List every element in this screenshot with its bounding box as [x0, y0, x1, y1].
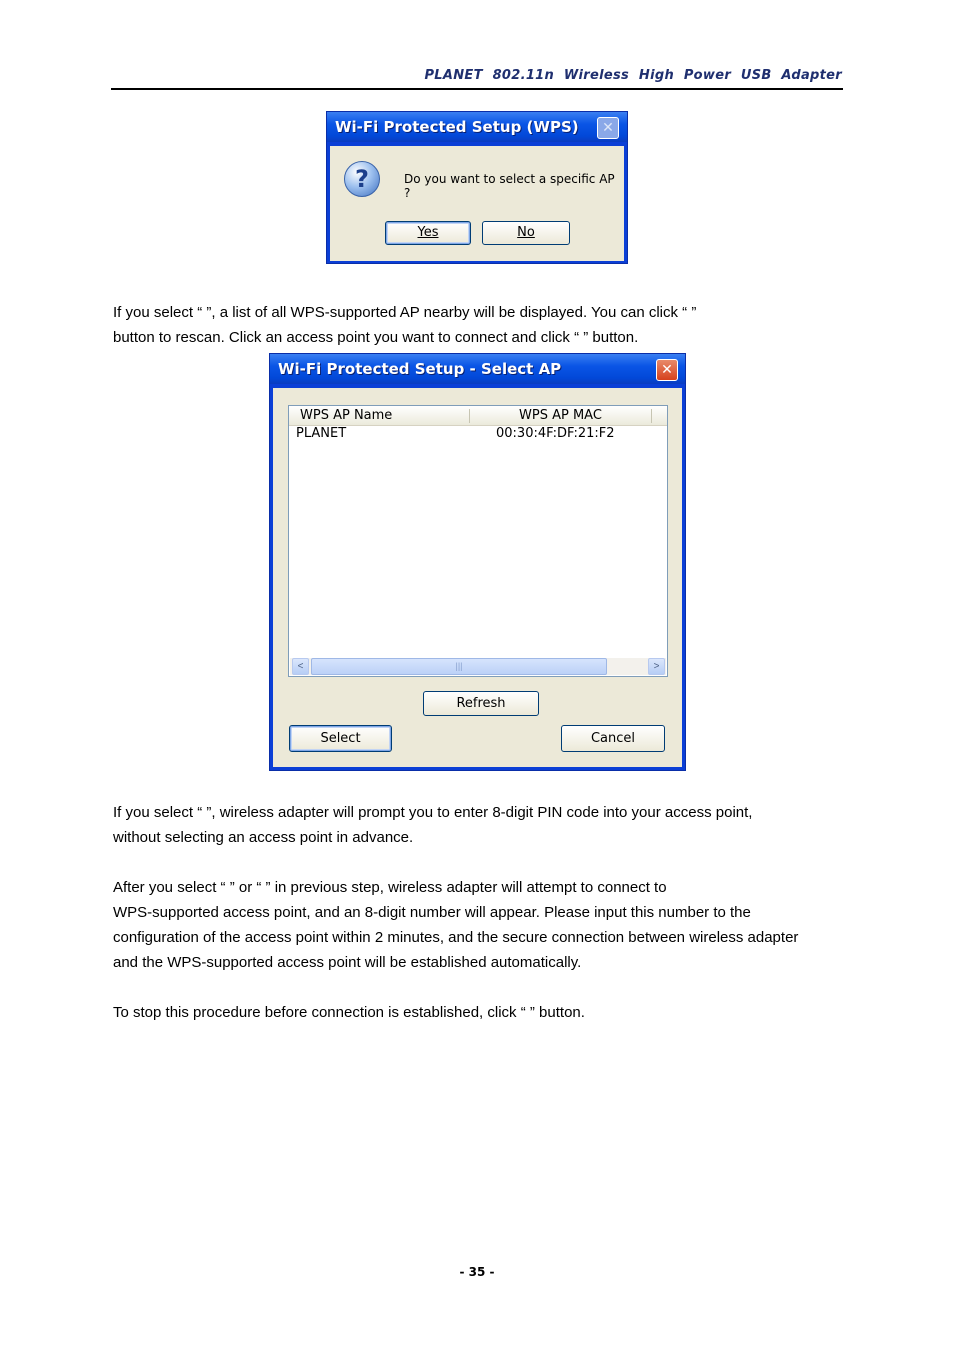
ap-name-cell: PLANET: [296, 426, 347, 441]
paragraph-4-line-1: To stop this procedure before connection is established, click “ ” button.: [113, 1004, 585, 1021]
scroll-right-icon[interactable]: >: [648, 658, 665, 675]
paragraph-3-line-1: After you select “ ” or “ ” in previous step, wireless adapter will attempt to connect to: [113, 879, 667, 896]
cancel-button[interactable]: [561, 725, 665, 752]
paragraph-1-line-1: If you select “ ”, a list of all WPS-supported AP nearby will be displayed. You can click “ ”: [113, 304, 697, 321]
column-header-name[interactable]: WPS AP Name: [300, 408, 393, 423]
close-icon[interactable]: ✕: [656, 359, 678, 381]
dialog-title: Wi-Fi Protected Setup - Select AP: [278, 360, 562, 378]
scroll-thumb[interactable]: |||: [311, 658, 607, 675]
refresh-button-label: Refresh: [456, 696, 506, 711]
paragraph-3-line-4: and the WPS-supported access point will be established automatically.: [113, 954, 582, 971]
paragraph-3-line-3: configuration of the access point within 2 minutes, and the secure connection between wireless adapter: [113, 929, 799, 946]
wps-question-dialog: [326, 111, 628, 264]
select-button-label: Select: [320, 731, 361, 746]
column-divider[interactable]: [469, 409, 470, 423]
header-rule: [111, 88, 843, 90]
select-button[interactable]: [289, 725, 392, 752]
list-header: [289, 406, 667, 426]
horizontal-scrollbar[interactable]: [290, 658, 666, 675]
page-number: - 35 -: [459, 1265, 495, 1279]
dialog-title: Wi-Fi Protected Setup (WPS): [335, 118, 579, 136]
yes-button-label: Yes: [417, 225, 439, 240]
ap-list[interactable]: [288, 405, 668, 677]
dialog-message: Do you want to select a specific AP ?: [404, 172, 615, 200]
paragraph-2-line-2: without selecting an access point in advance.: [113, 829, 414, 846]
scroll-left-icon[interactable]: <: [292, 658, 309, 675]
paragraph-1-line-2: button to rescan. Click an access point you want to connect and click “ ” button.: [113, 329, 639, 346]
paragraph-3-line-2: WPS-supported access point, and an 8-digit number will appear. Please input this number to the: [113, 904, 751, 921]
ap-mac-cell: 00:30:4F:DF:21:F2: [496, 426, 615, 441]
question-icon: ?: [344, 161, 380, 197]
close-icon[interactable]: ✕: [597, 117, 619, 139]
paragraph-2-line-1: If you select “ ”, wireless adapter will prompt you to enter 8-digit PIN code into your access point,: [113, 804, 753, 821]
title-bar[interactable]: [270, 354, 685, 384]
table-row[interactable]: [289, 425, 667, 445]
select-ap-dialog: [269, 353, 686, 771]
refresh-button[interactable]: [423, 691, 539, 716]
column-divider[interactable]: [651, 409, 652, 423]
no-button-label: No: [517, 225, 535, 240]
cancel-button-label: Cancel: [590, 731, 636, 746]
yes-button[interactable]: [385, 221, 471, 245]
dialog-body: [330, 146, 624, 261]
column-header-mac[interactable]: WPS AP MAC: [519, 408, 602, 423]
no-button[interactable]: [482, 221, 570, 245]
title-bar[interactable]: [327, 112, 627, 142]
running-header: PLANET 802.11n Wireless High Power USB Adapter: [424, 68, 842, 83]
dialog-body: [273, 388, 682, 767]
